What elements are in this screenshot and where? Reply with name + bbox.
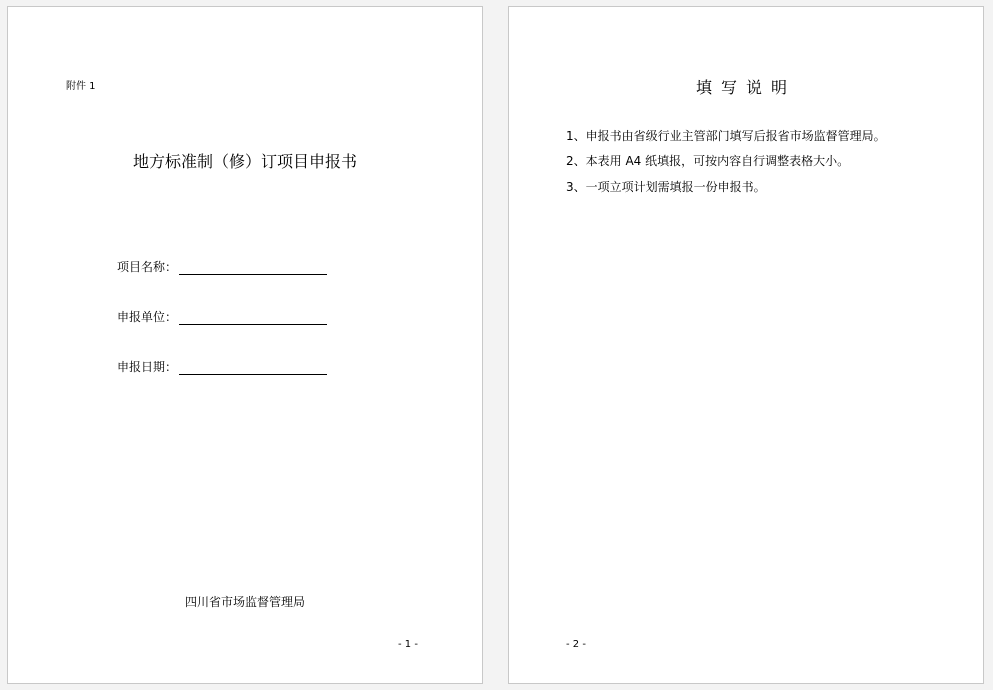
page-number: - 2 - — [566, 639, 586, 650]
attachment-label: 附件 1 — [66, 81, 96, 92]
project-name-field[interactable] — [117, 258, 327, 275]
document-title: 地方标准制（修）订项目申报书 — [132, 152, 357, 171]
applicant-unit-field[interactable] — [117, 308, 327, 325]
page-number: - 1 - — [398, 639, 418, 650]
field-label: 申报单位： — [117, 310, 178, 324]
field-input-line[interactable] — [179, 360, 327, 375]
instruction-item: 2、本表用 A4 纸填报，可按内容自行调整表格大小。 — [566, 154, 850, 168]
document-page-2 — [508, 6, 984, 684]
instruction-item: 3、一项立项计划需填报一份申报书。 — [566, 180, 766, 194]
field-label: 项目名称： — [117, 260, 178, 274]
document-page-1 — [7, 6, 483, 684]
issuing-organization: 四川省市场监督管理局 — [184, 595, 305, 609]
field-input-line[interactable] — [179, 310, 327, 325]
field-input-line[interactable] — [179, 260, 327, 275]
application-date-field[interactable] — [117, 358, 327, 375]
field-label: 申报日期： — [117, 360, 178, 374]
instructions-title: 填写说明 — [695, 78, 796, 97]
instruction-item: 1、申报书由省级行业主管部门填写后报省市场监督管理局。 — [566, 129, 886, 143]
